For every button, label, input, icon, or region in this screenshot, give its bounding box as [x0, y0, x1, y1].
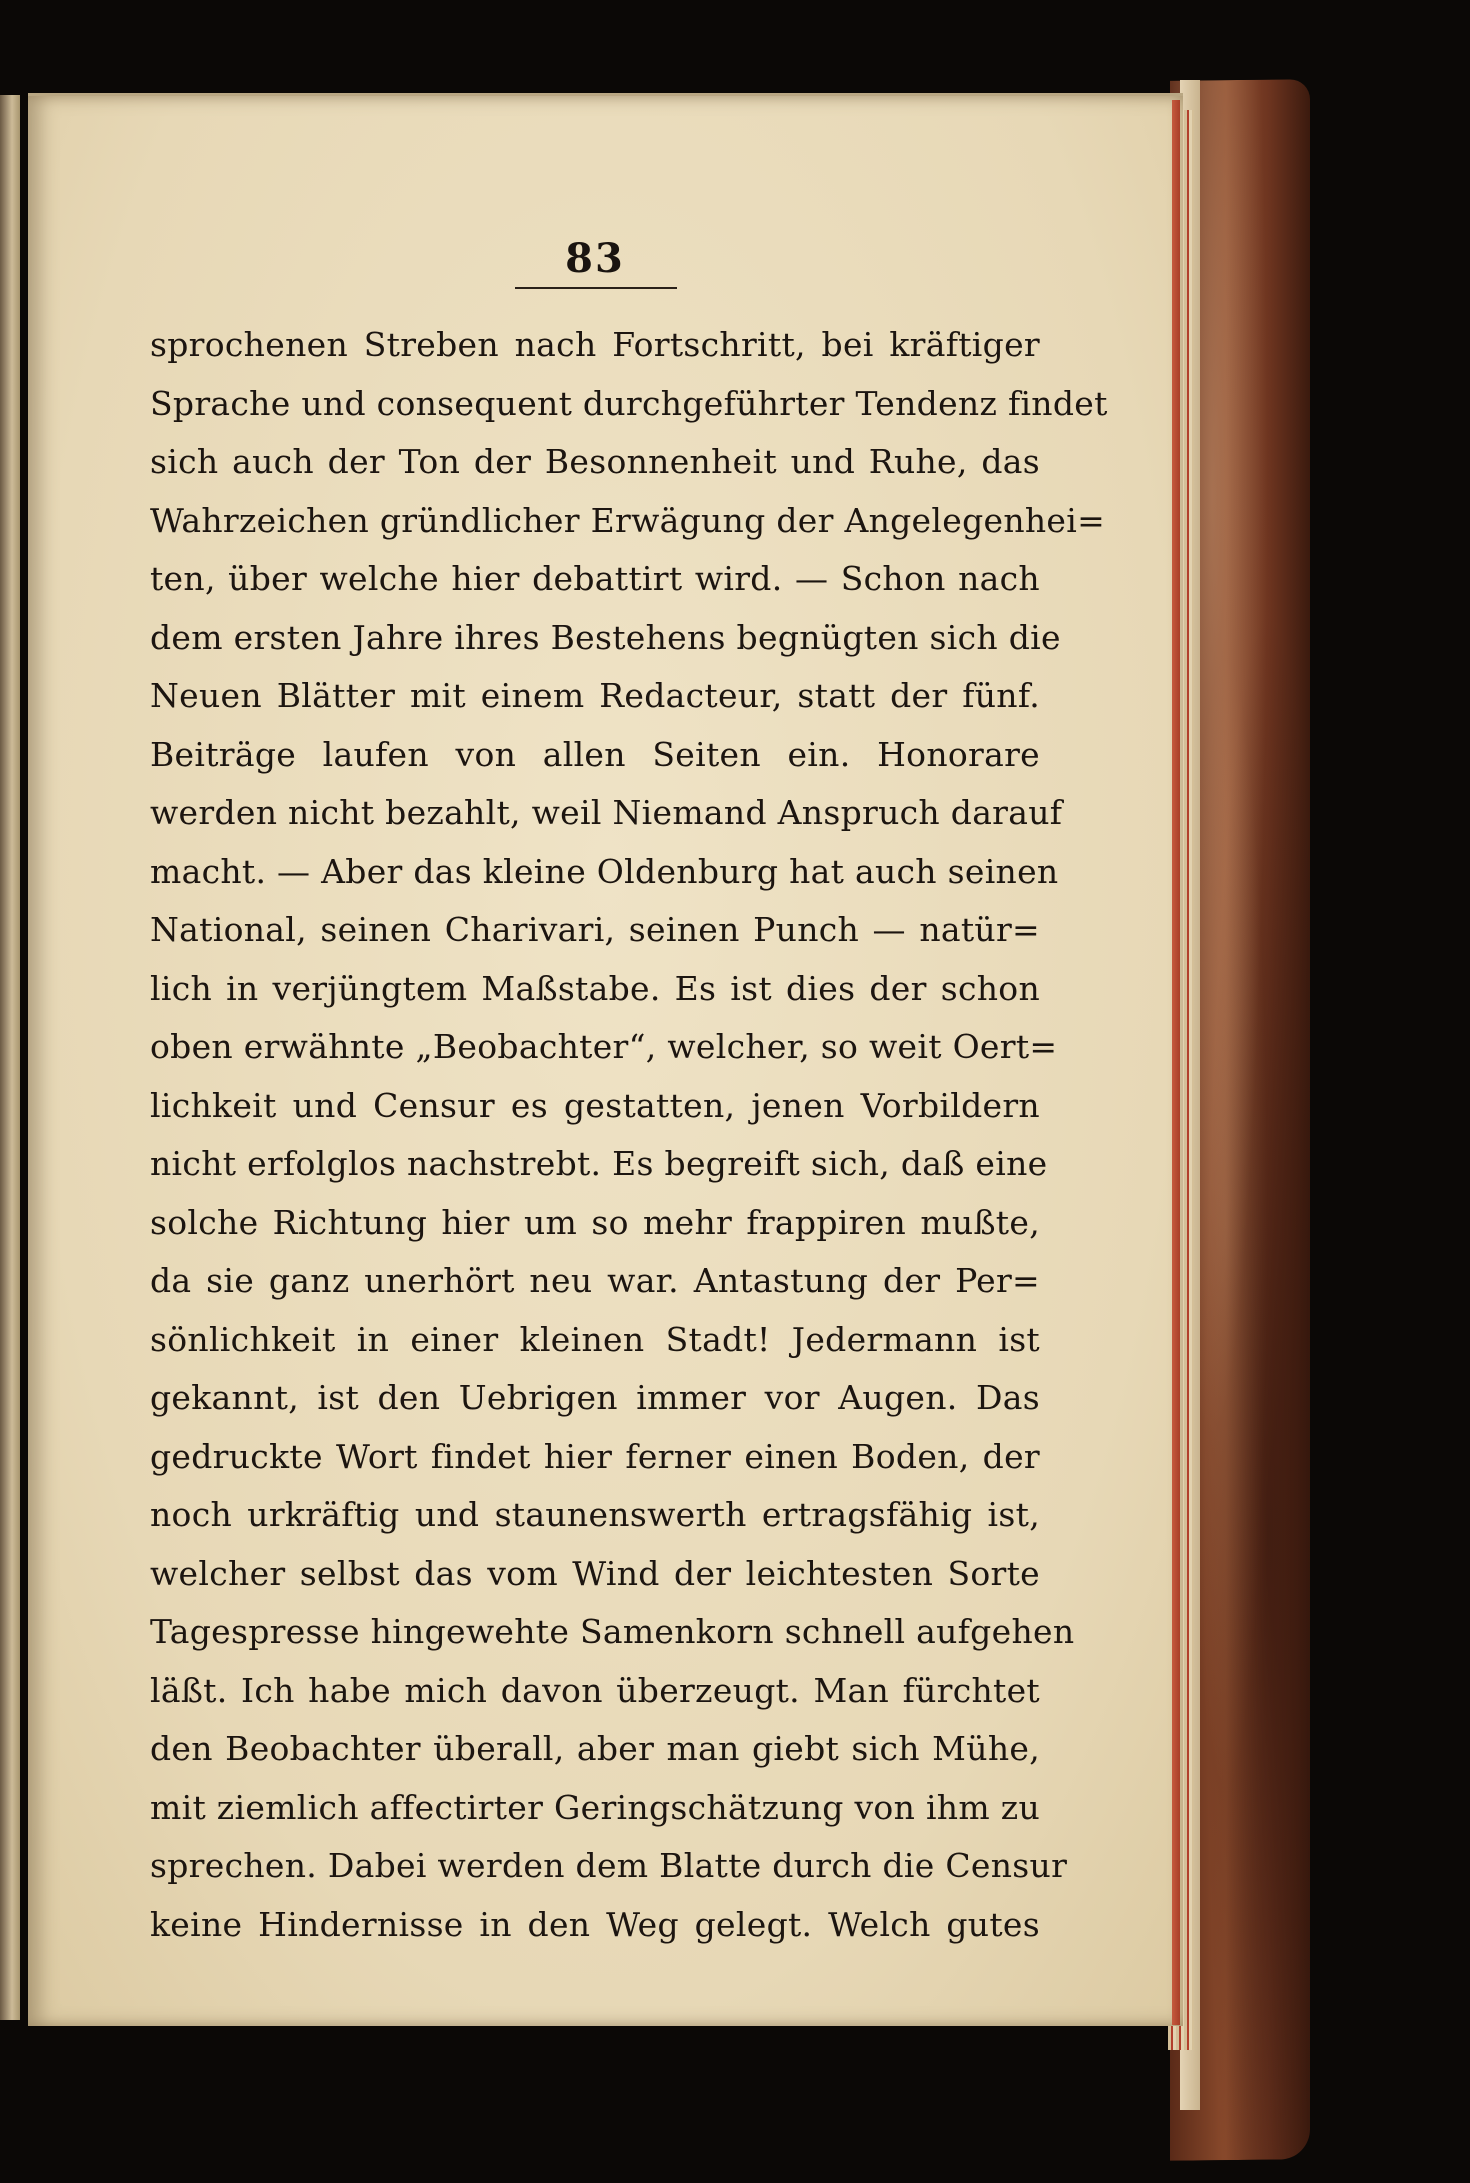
text-line: welcher selbst das vom Wind der leichtesten Sorte [150, 1553, 1040, 1593]
page-number: 83 [565, 235, 625, 282]
body-text [150, 316, 1108, 1954]
page-number-rule [515, 287, 677, 289]
text-line: Tagespresse hingewehte Samenkorn schnell aufgehen [150, 1612, 1075, 1651]
text-line: Wahrzeichen gründlicher Erwägung der Angelegenhei= [150, 500, 1106, 540]
text-line: ten, über welche hier debattirt wird. — Schon nach [150, 559, 1040, 598]
text-line: sönlichkeit in einer kleinen Stadt! Jedermann ist [150, 1319, 1040, 1359]
text-line: keine Hindernisse in den Weg gelegt. Welch gutes [150, 1904, 1040, 1944]
text-line: sprechen. Dabei werden dem Blatte durch die Censur [150, 1846, 1068, 1885]
text-line: solche Richtung hier um so mehr frappiren mußte, [150, 1202, 1040, 1242]
text-line: gekannt, ist den Uebrigen immer vor Augen. Das [150, 1378, 1040, 1417]
text-line: sich auch der Ton der Besonnenheit und Ruhe, das [150, 442, 1040, 481]
text-line: da sie ganz unerhört neu war. Antastung der Per= [150, 1261, 1040, 1300]
text-line: macht. — Aber das kleine Oldenburg hat auch seinen [150, 851, 1059, 891]
left-page-edge [0, 95, 20, 2020]
text-line: Sprache und consequent durchgeführter Tendenz findet [150, 383, 1108, 423]
text-line: gedruckte Wort findet hier ferner einen Boden, der [150, 1436, 1040, 1476]
text-line: läßt. Ich habe mich davon überzeugt. Man fürchtet [150, 1670, 1040, 1710]
text-line: oben erwähnte „Beobachter“, welcher, so weit Oert= [150, 1027, 1058, 1066]
text-line: lich in verjüngtem Maßstabe. Es ist dies der schon [150, 968, 1040, 1008]
text-line: lichkeit und Censur es gestatten, jenen Vorbildern [150, 1085, 1040, 1125]
text-line: National, seinen Charivari, seinen Punch — natür= [150, 910, 1040, 949]
text-line: werden nicht bezahlt, weil Niemand Anspruch darauf [150, 793, 1063, 832]
text-line: sprochenen Streben nach Fortschritt, bei kräftiger [150, 325, 1040, 364]
page-red-edge [1172, 100, 1180, 2025]
text-line: den Beobachter überall, aber man giebt sich Mühe, [150, 1729, 1040, 1768]
text-line: Beiträge laufen von allen Seiten ein. Honorare [150, 734, 1040, 774]
text-line: dem ersten Jahre ihres Bestehens begnügten sich die [150, 617, 1061, 657]
text-line: noch urkräftig und staunenswerth ertragsfähig ist, [150, 1495, 1040, 1534]
text-line: mit ziemlich affectirter Geringschätzung von ihm zu [150, 1787, 1040, 1827]
text-line: Neuen Blätter mit einem Redacteur, statt der fünf. [150, 676, 1040, 715]
text-line: nicht erfolglos nachstrebt. Es begreift sich, daß eine [150, 1144, 1048, 1183]
